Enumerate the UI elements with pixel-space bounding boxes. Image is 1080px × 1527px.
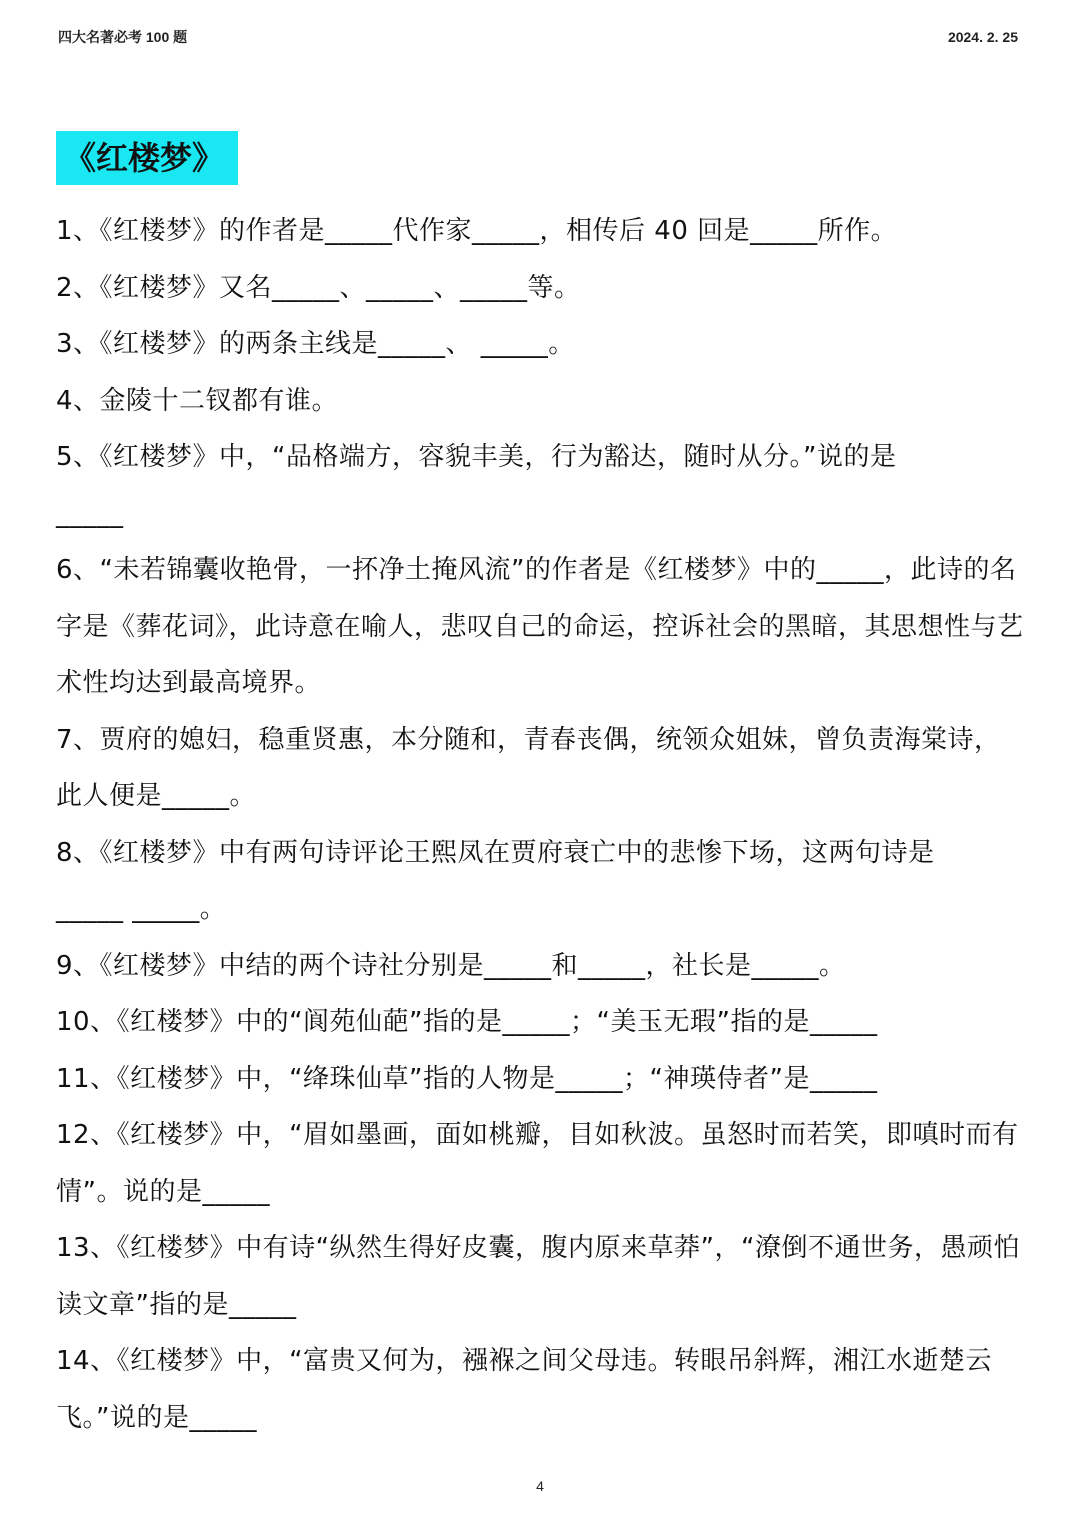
question-text: 7、贾府的媳妇，稳重贤惠，本分随和，青春丧偶，统领众姐妹，曾负责海棠诗，此人便是_____。 <box>56 724 1001 811</box>
question-2 <box>56 260 1026 317</box>
question-list <box>56 203 1026 1446</box>
question-text: 6、“未若锦囊收艳骨，一抔净土掩风流”的作者是《红楼梦》中的_____，此诗的名字是《葬花词》，此诗意在喻人，悲叹自己的命运，控诉社会的黑暗，其思想性与艺术性均达到最高境界。 <box>56 555 1024 698</box>
question-3 <box>56 316 1026 373</box>
question-text: 13、《红楼梦》中有诗“纵然生得好皮囊，腹内原来草莽”，“潦倒不通世务，愚顽怕读文章”指的是_____ <box>56 1233 1020 1320</box>
section-title: 《红楼梦》 <box>64 139 225 177</box>
question-14 <box>56 1333 1026 1446</box>
question-text: 2、《红楼梦》又名_____、_____、_____等。 <box>56 272 581 303</box>
question-6 <box>56 542 1026 712</box>
question-text: 10、《红楼梦》中的“阆苑仙葩”指的是_____；“美玉无瑕”指的是_____ <box>56 1007 878 1037</box>
question-text: 12、《红楼梦》中，“眉如墨画，面如桃瓣，目如秋波。虽怒时而若笑，即嗔时而有情”。说的是_____ <box>56 1120 1019 1207</box>
document-title: 四大名著必考 100 题 <box>58 29 188 45</box>
question-text: 1、《红楼梦》的作者是_____代作家_____，相传后 40 回是_____所作。 <box>56 216 898 246</box>
question-5 <box>56 429 1026 542</box>
question-text: 5、《红楼梦》中，“品格端方，容貌丰美，行为豁达，随时从分。”说的是 <box>56 442 897 472</box>
question-text: 4、金陵十二钗都有谁。 <box>56 385 339 416</box>
question-10 <box>56 994 1026 1051</box>
question-text: 3、《红楼梦》的两条主线是_____、 _____。 <box>56 329 575 359</box>
question-text: 14、《红楼梦》中，“富贵又何为，襁褓之间父母违。转眼吊斜辉，湘江水逝楚云飞。”说的是_____ <box>56 1346 993 1433</box>
question-1 <box>56 203 1026 260</box>
question-text: 8、《红楼梦》中有两句诗评论王熙凤在贾府衰亡中的悲惨下场，这两句诗是 <box>56 837 935 868</box>
answer-blank-line: _____ <box>56 498 124 529</box>
question-11 <box>56 1051 1026 1108</box>
document-date: 2024. 2. 25 <box>947 29 1018 45</box>
question-4 <box>56 373 1026 430</box>
question-12 <box>56 1107 1026 1220</box>
question-7 <box>56 712 1026 825</box>
page-number: 4 <box>536 1478 544 1494</box>
answer-blank-line: _____ _____。 <box>56 894 227 924</box>
question-13 <box>56 1220 1026 1333</box>
question-9 <box>56 938 1026 995</box>
question-text: 9、《红楼梦》中结的两个诗社分别是_____和_____，社长是_____。 <box>56 950 846 981</box>
question-8 <box>56 825 1026 938</box>
section-title-highlight <box>56 131 238 185</box>
question-text: 11、《红楼梦》中，“绛珠仙草”指的人物是_____；“神瑛侍者”是_____ <box>56 1063 878 1094</box>
